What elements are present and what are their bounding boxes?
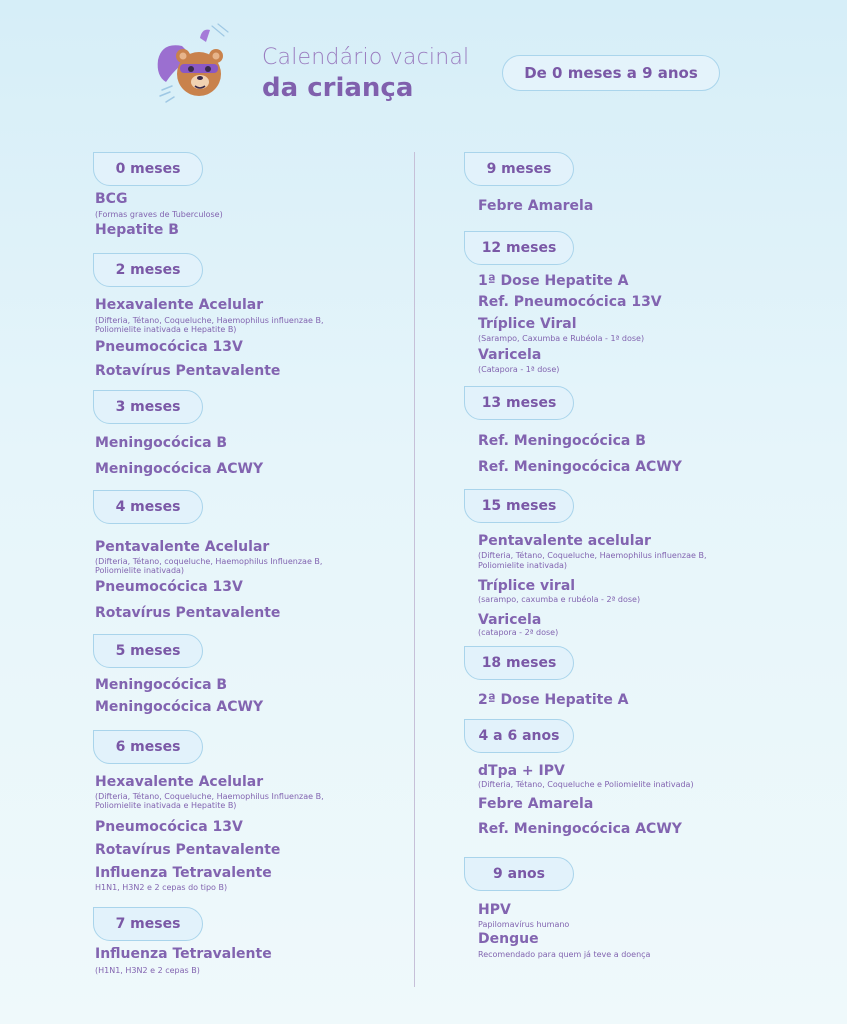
vaccine-name: Pneumocócica 13V (95, 339, 243, 355)
vaccine-name: Meningocócica ACWY (95, 699, 264, 715)
vaccine-name: Meningocócica ACWY (95, 461, 264, 477)
age-pill-7-meses: 7 meses (93, 907, 203, 941)
age-pill-9-meses: 9 meses (464, 152, 574, 186)
age-pill-0-meses: 0 meses (93, 152, 203, 186)
vaccine-name: Meningocócica B (95, 435, 228, 451)
vaccine-name: Meningocócica B (95, 677, 228, 693)
vaccine-name: Rotavírus Pentavalente (95, 842, 281, 858)
vaccine-name: 1ª Dose Hepatite A (478, 273, 629, 289)
vaccine-note: (Difteria, Tétano, Coqueluche, Haemophilus Influenzae B, (95, 792, 324, 801)
age-pill-4-meses: 4 meses (93, 490, 203, 524)
vaccine-note: (Difteria, Tétano, Coqueluche, Haemophilus influenzae B, (95, 316, 324, 325)
vaccine-note: (H1N1, H3N2 e 2 cepas B) (95, 966, 200, 975)
vaccine-name: Rotavírus Pentavalente (95, 363, 281, 379)
vaccine-name: Tríplice viral (478, 578, 576, 594)
title-line-2: da criança (262, 73, 414, 103)
vaccine-name: Hexavalente Acelular (95, 774, 264, 790)
age-pill-9-anos: 9 anos (464, 857, 574, 891)
vaccine-note-line-2: Poliomielite inativada) (478, 561, 568, 570)
vaccine-note: (Difteria, Tétano, Coqueluche e Poliomielite inativada) (478, 780, 694, 789)
title-line-1: Calendário vacinal (262, 45, 470, 70)
page-title (262, 44, 469, 104)
vaccine-name: Pentavalente acelular (478, 533, 651, 549)
vaccine-note: (Difteria, Tétano, coqueluche, Haemophilus Influenzae B, (95, 557, 323, 566)
vaccine-name: Dengue (478, 931, 539, 947)
vaccine-name: Varicela (478, 612, 542, 628)
vaccine-note: (Difteria, Tétano, Coqueluche, Haemophilus influenzae B, (478, 551, 707, 560)
vaccine-name: Ref. Meningocócica ACWY (478, 459, 682, 475)
age-pill-6-meses: 6 meses (93, 730, 203, 764)
vaccine-name: Ref. Pneumocócica 13V (478, 294, 662, 310)
age-pill-2-meses: 2 meses (93, 253, 203, 287)
age-pill-18-meses: 18 meses (464, 646, 574, 680)
vaccine-note: (sarampo, caxumba e rubéola - 2ª dose) (478, 595, 641, 604)
vaccine-note-line-2: Poliomielite inativada e Hepatite B) (95, 325, 237, 334)
age-pill-13-meses: 13 meses (464, 386, 574, 420)
vaccine-name: Pentavalente Acelular (95, 539, 270, 555)
vaccine-name: Ref. Meningocócica B (478, 433, 646, 449)
vaccine-name: BCG (95, 191, 128, 207)
bear-mascot-icon (152, 20, 242, 110)
age-pill-12-meses: 12 meses (464, 231, 574, 265)
vaccine-name: Rotavírus Pentavalente (95, 605, 281, 621)
column-divider (414, 152, 415, 987)
vaccine-name: Pneumocócica 13V (95, 579, 243, 595)
vaccine-name: Febre Amarela (478, 198, 594, 214)
vaccine-name: Varicela (478, 347, 542, 363)
vaccine-name: 2ª Dose Hepatite A (478, 692, 629, 708)
age-pill-4-a-6-anos: 4 a 6 anos (464, 719, 574, 753)
vaccine-name: Pneumocócica 13V (95, 819, 243, 835)
vaccine-name: Influenza Tetravalente (95, 865, 272, 881)
age-pill-15-meses: 15 meses (464, 489, 574, 523)
vaccine-name: dTpa + IPV (478, 763, 565, 779)
vaccine-note-line-2: Poliomielite inativada e Hepatite B) (95, 801, 237, 810)
vaccine-note: (Catapora - 1ª dose) (478, 365, 560, 374)
vaccine-note: Papilomavírus humano (478, 920, 570, 929)
vaccine-note: (catapora - 2ª dose) (478, 628, 559, 637)
vaccine-note: (Formas graves de Tuberculose) (95, 210, 223, 219)
vaccine-name: Hexavalente Acelular (95, 297, 264, 313)
vaccine-name: Tríplice Viral (478, 316, 577, 332)
vaccine-note: (Sarampo, Caxumba e Rubéola - 1ª dose) (478, 334, 645, 343)
age-pill-3-meses: 3 meses (93, 390, 203, 424)
age-pill-5-meses: 5 meses (93, 634, 203, 668)
age-range-badge: De 0 meses a 9 anos (502, 55, 720, 91)
vaccine-name: Hepatite B (95, 222, 179, 238)
vaccine-name: Influenza Tetravalente (95, 946, 272, 962)
vaccine-name: Ref. Meningocócica ACWY (478, 821, 682, 837)
vaccine-note-line-2: Poliomielite inativada) (95, 566, 185, 575)
vaccine-name: Febre Amarela (478, 796, 594, 812)
vaccine-note: H1N1, H3N2 e 2 cepas do tipo B) (95, 883, 228, 892)
vaccine-name: HPV (478, 902, 511, 918)
vaccine-note: Recomendado para quem já teve a doença (478, 950, 651, 959)
